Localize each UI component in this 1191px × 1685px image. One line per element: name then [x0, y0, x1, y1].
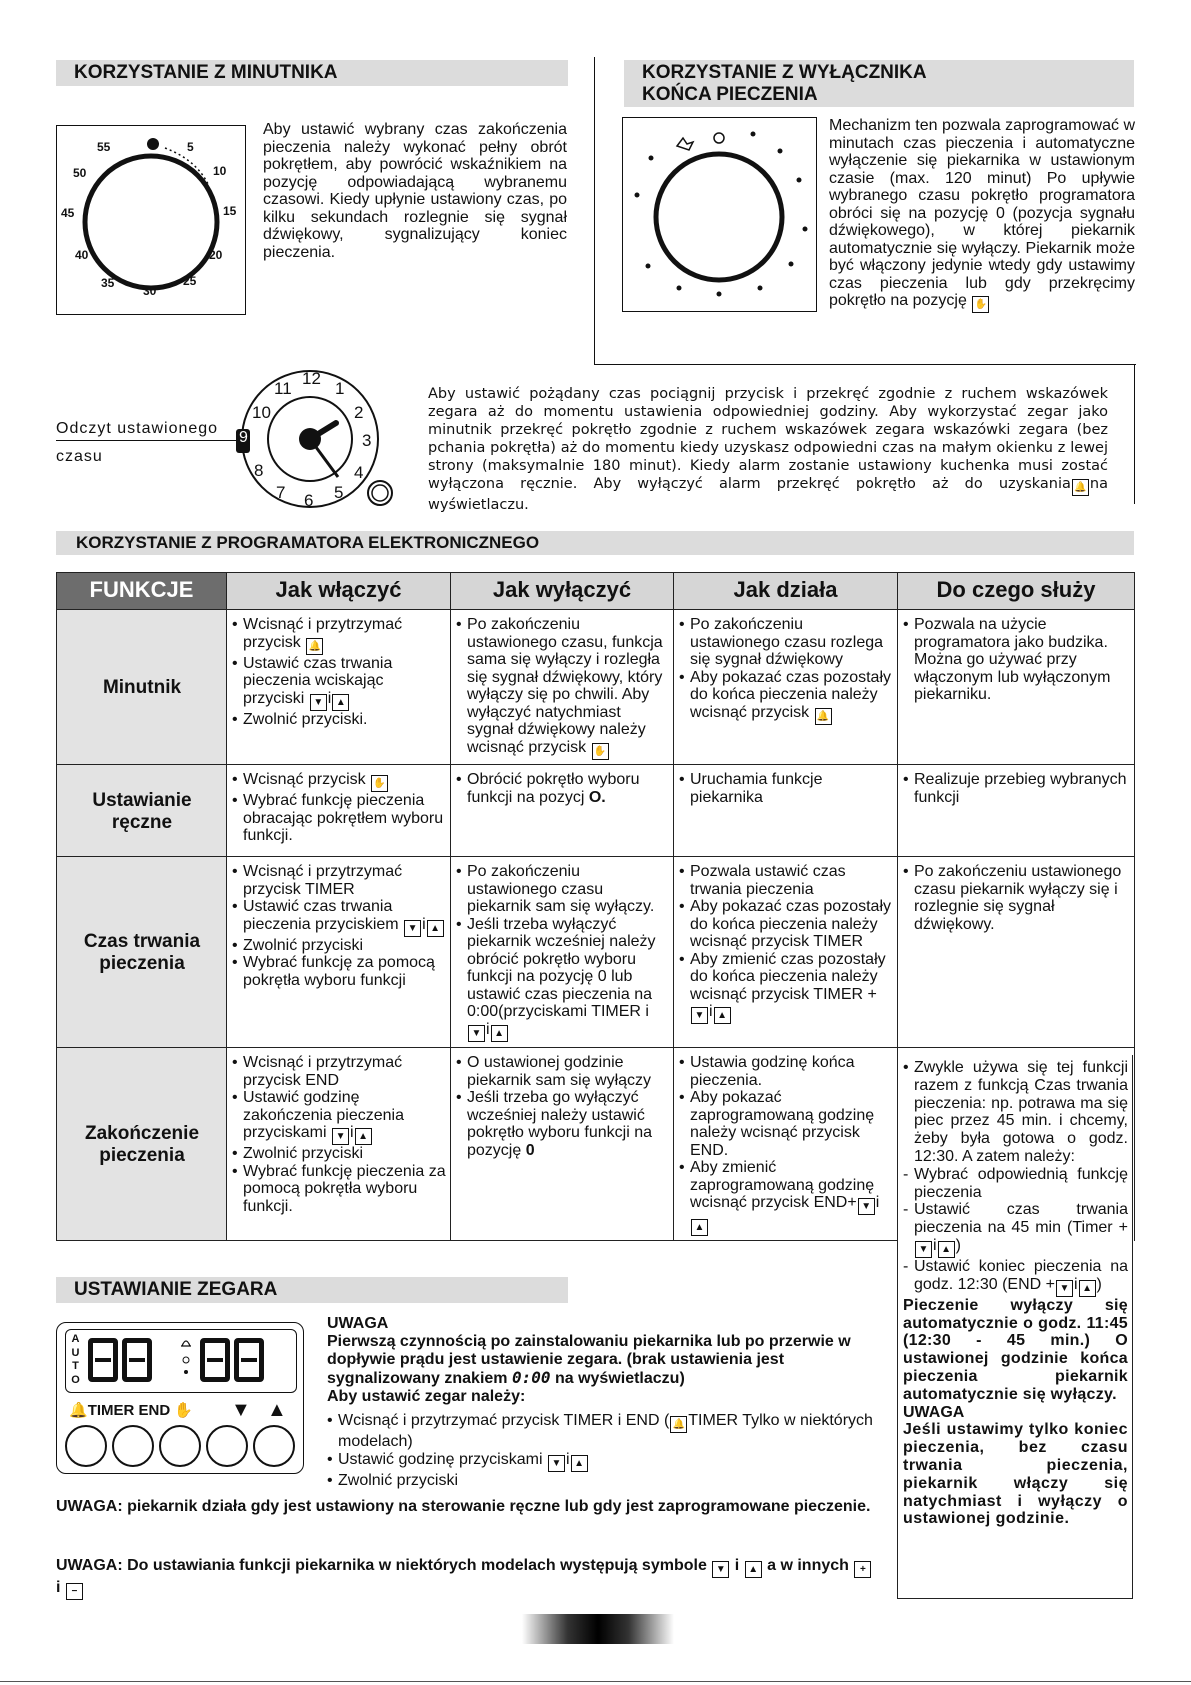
programator-heading: KORZYSTANIE Z PROGRAMATORA ELEKTRONICZNEGO: [56, 531, 1134, 555]
hand-icon: ✋: [592, 743, 609, 760]
item-text: Ustawić czas trwania pieczenia na 45 min (Timer +: [914, 1201, 1128, 1237]
sluzy-intro: • Zwykle używa się tej funkcji razem z funkcją Czas trwania pieczenia: np. potrawa ma się piec przez 45 min. i chcemy, żeby była gotowa o godz. 12:30. A zatem należy:: [903, 1059, 1128, 1165]
zegar-uwaga-title: UWAGA: [327, 1315, 389, 1332]
clock-text-end: na wyświetlaczu.: [428, 476, 1108, 513]
list-item: [327, 1451, 877, 1472]
list-item: [456, 616, 669, 760]
zegar-heading: USTAWIANIE ZEGARA: [56, 1277, 568, 1303]
row-label-line2: pieczenia: [99, 1145, 185, 1166]
clock-num-10: 10: [252, 403, 271, 422]
list-item: • Uruchamia funkcje piekarnika: [679, 771, 893, 806]
dial-label-30: 30: [143, 284, 157, 298]
sluzy-uwaga-text: Jeśli ustawimy tylko koniec pieczenia, bez czasu trwania pieczenia, piekarnik włączy się natychmiast i wyłączy o ustawionej godzinie.: [903, 1421, 1128, 1528]
clock-num-11: 11: [274, 379, 292, 398]
list-item: [456, 916, 669, 1042]
list-item: • Po zakończeniu ustawionego czasu rozlega się sygnał dźwiękowy: [679, 616, 893, 669]
col-header-funkcje: FUNKCJE: [57, 573, 227, 610]
item-text: Wcisnąć i przytrzymać przycisk: [243, 616, 403, 651]
clock-num-4: 4: [354, 463, 364, 482]
page-tab-decoration: [522, 1614, 674, 1644]
table-row-ustawianie-reczne: [57, 765, 1135, 857]
auto-letter: T: [72, 1360, 79, 1372]
list-item: [679, 1159, 893, 1236]
clock-num-8: 8: [254, 461, 264, 480]
cell-reczne-wylaczyc: [451, 765, 674, 857]
down-arrow-icon: ▼: [1056, 1280, 1073, 1297]
list-item: - Ustawić czas trwania pieczenia na 45 min (Timer +▼ i ▲ ): [903, 1201, 1128, 1258]
clock-num-2: 2: [354, 403, 364, 422]
down-arrow-icon: ▼: [858, 1198, 875, 1215]
dial-label-10: 10: [213, 164, 227, 178]
manual-button[interactable]: [159, 1425, 201, 1467]
down-arrow-icon: ▼: [404, 920, 421, 937]
list-item: [679, 669, 893, 725]
and-text: i: [709, 1003, 713, 1020]
zegar-steps: [327, 1412, 877, 1490]
dial-label-40: 40: [75, 248, 89, 262]
row-label-line2: pieczenia: [99, 953, 185, 974]
col-header-jak-dziala: Jak działa: [674, 573, 898, 610]
row-label-line1: Zakończenie: [84, 1123, 200, 1144]
dial-label-50: 50: [73, 166, 87, 180]
cell-czas-sluzy: [898, 857, 1135, 1048]
up-arrow-icon: ▲: [1079, 1280, 1096, 1297]
hand-icon: ✋: [972, 296, 989, 313]
down-arrow-icon: ▼: [468, 1025, 485, 1042]
wylacznik-heading-line2: KOŃCA PIECZENIA: [642, 84, 818, 105]
row-label-line1: Ustawianie: [92, 789, 192, 811]
dial-label-20: 20: [209, 248, 223, 262]
list-item: [232, 771, 446, 792]
item-text: Ustawić czas trwania pieczenia wciskając przyciski: [243, 654, 393, 707]
bell-icon: 🔔: [815, 708, 832, 725]
minus-icon: −: [66, 1583, 83, 1600]
sluzy-bold: Pieczenie wyłączy się automatycznie o godz. 11:45 (12:30 - 45 min.) O ustawionej godzinie końca pieczenia piekarnik automatycznie się wyłączy.: [903, 1296, 1128, 1403]
and-text: i: [933, 1236, 937, 1254]
dial-label-5: 5: [187, 140, 194, 154]
down-arrow-icon: ▼: [691, 1007, 708, 1024]
item-bold: O.: [588, 788, 606, 806]
list-item: • Realizuje przebieg wybranych funkcji: [903, 771, 1130, 806]
and-text: i: [486, 1020, 490, 1038]
clock-num-7: 7: [276, 483, 286, 502]
list-item: • Pozwala na użycie programatora jako budzika. Można go używać przy włączonym lub wyłączonym piekarniku.: [903, 616, 1130, 704]
item-text: Jeśli trzeba go wyłączyć wcześniej należy ustawić pokrętło wyboru funkcji na pozycję: [467, 1089, 652, 1159]
list-item: • Wcisnąć i przytrzymać przycisk END: [232, 1054, 446, 1089]
list-item: - Wybrać odpowiednią funkcję pieczenia: [903, 1166, 1128, 1202]
up-arrow-icon: ▲: [691, 1219, 708, 1236]
analog-clock-figure: [236, 365, 396, 515]
item-text: Ustawić godzinę przyciskami: [338, 1451, 543, 1468]
wylacznik-heading-line1: KORZYSTANIE Z WYŁĄCZNIKA: [642, 62, 927, 83]
note-2-text-b: a w innych: [767, 1557, 849, 1574]
and-text: i: [875, 1194, 880, 1211]
auto-indicator: [69, 1333, 82, 1387]
divider-horizontal: [594, 364, 1136, 365]
list-item: • Zwolnić przyciski: [327, 1472, 877, 1490]
clock-text: [428, 385, 1108, 514]
note-1: UWAGA: piekarnik działa gdy jest ustawiony na sterowanie ręczne lub gdy jest zaprogramowane pieczenie.: [56, 1498, 871, 1515]
cell-minutnik-wlaczyc: [227, 610, 451, 765]
list-item: - Ustawić koniec pieczenia na godz. 12:30 (END + ▼ i ▲ ): [903, 1258, 1128, 1297]
note-2-text: UWAGA: Do ustawiania funkcji piekarnika w niektórych modelach występują symbole: [56, 1557, 707, 1574]
col-header-jak-wylaczyc: Jak wyłączyć: [451, 573, 674, 610]
item-text: Wcisnąć przycisk: [243, 771, 366, 788]
cell-minutnik-sluzy: [898, 610, 1135, 765]
timer-button[interactable]: [65, 1425, 107, 1467]
dial-label-15: 15: [223, 204, 237, 218]
display-digits-right: [200, 1338, 268, 1387]
end-button[interactable]: [112, 1425, 154, 1467]
row-label-line2: ręczne: [111, 811, 173, 833]
wylacznik-dial-figure: [622, 117, 817, 312]
item-text: Ustawić godzinę zakończenia pieczenia przyciskami: [243, 1089, 404, 1141]
list-item: [232, 1089, 446, 1145]
up-arrow-icon: ▲: [938, 1241, 955, 1258]
timer-label: TIMER: [87, 1402, 135, 1419]
up-arrow-icon: ▲: [267, 1399, 287, 1421]
row-label-czas-trwania: [57, 857, 227, 1048]
list-item: • Zwolnić przyciski.: [232, 711, 446, 729]
cell-minutnik-wylaczyc: [451, 610, 674, 765]
down-arrow-icon: ▼: [332, 1128, 349, 1145]
list-item: • Zwolnić przyciski: [232, 937, 446, 955]
and-text: i: [422, 915, 426, 933]
item-text: Aby pokazać czas pozostały do końca pieczenia należy wcisnąć przycisk: [690, 668, 891, 721]
control-panel-figure: [56, 1322, 304, 1474]
clock-num-5: 5: [334, 483, 344, 502]
cell-zakonczenie-wylaczyc: [451, 1048, 674, 1241]
down-arrow-icon: ▼: [231, 1399, 251, 1421]
cell-czas-wylaczyc: [451, 857, 674, 1048]
panel-labels: [69, 1401, 193, 1419]
dial-label-25: 25: [183, 274, 197, 288]
up-arrow-icon: ▲: [491, 1025, 508, 1042]
list-item: [232, 655, 446, 711]
item-text: Po zakończeniu ustawionego czasu, funkcja sama się wyłączy i rozległa się sygnał dźwiękowy, który wyłączy się po chwili. Aby wyłączyć natychmiast sygnał dźwiękowy należy wcisnąć przycisk: [467, 616, 663, 756]
list-item: [232, 898, 446, 937]
and-text: i: [327, 689, 332, 707]
sluzy-uwaga-head: UWAGA: [903, 1403, 965, 1421]
note-2: [56, 1556, 876, 1600]
item-text: Aby zmienić zaprogramowaną godzinę wcisnąć przycisk END+: [690, 1159, 875, 1211]
clock-label-line1: Odczyt ustawionego: [56, 420, 219, 437]
hand-icon: ✋: [174, 1402, 194, 1419]
col-header-do-czego-sluzy: Do czego służy: [898, 573, 1135, 610]
cell-czas-wlaczyc: [227, 857, 451, 1048]
up-arrow-icon: ▲: [714, 1007, 731, 1024]
display-digits-left: [88, 1338, 156, 1387]
up-arrow-icon: ▲: [332, 694, 349, 711]
and-text: i: [1073, 1275, 1078, 1293]
table-row-czas-trwania: [57, 857, 1135, 1048]
wylacznik-text-body: Mechanizm ten pozwala zaprogramować w minutach czas pieczenia i automatyczne wyłączenie się piekarnika w ustawionym czasie (max. 120 minut) Po upływie wybranego czasu pokrętło programatora obróci się na pozycję 0 (pozycja sygnału dźwiękowego), w której piekarnik automatycznie się wyłączy. Piekarnik może być włączony jedynie wtedy gdy ustawimy czas pieczenia lub gdy przekręcimy pokrętło na pozycję: [829, 117, 1135, 309]
zegar-uwaga-bold: [327, 1333, 877, 1388]
list-item: • Po zakończeniu ustawionego czasu piekarnik wyłączy się i rozlegnie się sygnał dźwiękowy.: [903, 863, 1130, 933]
plus-icon: +: [854, 1561, 871, 1578]
cell-zakonczenie-wlaczyc: [227, 1048, 451, 1241]
item-text: Ustawić czas trwania pieczenia przyciskiem: [243, 898, 399, 933]
table-header-row: [57, 573, 1135, 610]
page-bottom-rule: [0, 1681, 1191, 1682]
list-item: • Zwolnić przyciski: [232, 1145, 446, 1163]
clock-text-body: Aby ustawić pożądany czas pociągnij przycisk i przekręć zgodnie z ruchem wskazówek zegara aż do momentu ustawienia odpowiedniej godziny. Aby wykorzystać zegar jako minutnik przekręć pokrętło zgodnie z ruchem wskazówek zegara wskazówki zegara (bez pchania pokrętła) aż do momentu kiedy uzyskasz odpowiedni czas na małym okienku z lewej strony (maksymalnie 180 minut). Kiedy alarm zostanie ustawiony kuchenka musi zostać wyłączona ręcznie. Aby wyłączyć alarm przekręć pokrętło aż do uzyskania: [428, 386, 1108, 492]
list-item: • Ustawia godzinę końca pieczenia.: [679, 1054, 893, 1089]
item-text-end: TIMER Tylko w niektórych modelach): [338, 1412, 873, 1450]
clock-num-12: 12: [302, 369, 321, 388]
item-bold: 0: [525, 1141, 535, 1159]
wylacznik-text: [829, 117, 1135, 313]
up-arrow-icon: ▲: [745, 1561, 762, 1578]
and-text: i: [565, 1451, 570, 1468]
up-button[interactable]: [253, 1425, 295, 1467]
list-item: • Wybrać funkcję za pomocą pokrętła wyboru funkcji: [232, 954, 446, 989]
down-arrow-icon: ▼: [915, 1241, 932, 1258]
sluzy-intro-text: Zwykle używa się tej funkcji razem z funkcją Czas trwania pieczenia: np. potrawa ma się piec przez 45 min. i chcemy, żeby była gotowa o godz. 12:30. A zatem należy:: [914, 1059, 1128, 1165]
bell-icon: 🔔: [69, 1402, 88, 1419]
list-item: • O ustawionej godzinie piekarnik sam się wyłączy: [456, 1054, 669, 1089]
cell-reczne-sluzy: [898, 765, 1135, 857]
row-label-ustawianie-reczne: [57, 765, 227, 857]
row-label-line1: Czas trwania: [83, 931, 201, 952]
wylacznik-heading: [624, 60, 1134, 107]
dial-label-55: 55: [97, 140, 111, 154]
cell-czas-dziala: [674, 857, 898, 1048]
cell-reczne-dziala: [674, 765, 898, 857]
list-item: • Wcisnąć i przytrzymać przycisk TIMER: [232, 863, 446, 898]
bell-icon: 🔔: [306, 638, 323, 655]
minutnik-dial-figure: [56, 125, 246, 315]
auto-letter: O: [71, 1373, 80, 1386]
col-header-jak-wlaczyc: Jak włączyć: [227, 573, 451, 610]
row-label-zakonczenie: [57, 1048, 227, 1241]
divider-right: [1134, 364, 1135, 504]
auto-letter: U: [71, 1346, 80, 1359]
list-item: [232, 616, 446, 655]
row-label-minutnik: Minutnik: [57, 610, 227, 765]
down-arrow-icon: ▼: [548, 1455, 565, 1472]
dial-label-35: 35: [101, 276, 115, 290]
zegar-instructions: [327, 1315, 877, 1490]
table-row-minutnik: [57, 610, 1135, 765]
clock-num-1: 1: [335, 379, 345, 398]
up-arrow-icon: ▲: [427, 920, 444, 937]
end-label: END: [138, 1402, 171, 1419]
up-arrow-icon: ▲: [571, 1455, 588, 1472]
list-item: [456, 1089, 669, 1159]
cell-zakonczenie-dziala: [674, 1048, 898, 1241]
zakonczenie-usage-box: [897, 1055, 1133, 1599]
up-arrow-icon: ▲: [355, 1128, 372, 1145]
item-text: Ustawić koniec pieczenia na godz. 12:30 (END +: [914, 1257, 1128, 1293]
zegar-uwaga-text: Pierwszą czynnością po zainstalowaniu piekarnika lub po przerwie w dopływie prądu jest ustawienie zegara. (brak ustawienia jest sygnalizowany znakiem: [327, 1333, 851, 1387]
divider-vertical: [594, 57, 595, 365]
wylacznik-zero: [713, 122, 714, 123]
item-text: Obrócić pokrętło wyboru funkcji na pozycj: [467, 771, 640, 806]
hand-icon: ✋: [371, 775, 388, 792]
item-text: Jeśli trzeba wyłączyć piekarnik wcześniej należy obrócić pokrętło wyboru funkcji na pozycję 0 lub ustawić czas pieczenia na 0:00(przyciskami TIMER i: [467, 915, 656, 1020]
down-button[interactable]: [206, 1425, 248, 1467]
clock-num-6: 6: [304, 491, 314, 510]
bell-icon: 🔔: [670, 1416, 687, 1433]
item-text: Aby zmienić czas pozostały do końca pieczenia należy wcisnąć przycisk TIMER +: [690, 950, 886, 1003]
list-item: • Wybrać funkcję pieczenia za pomocą pokrętła wyboru funkcji.: [232, 1163, 446, 1216]
down-arrow-icon: ▼: [310, 694, 327, 711]
cell-minutnik-dziala: [674, 610, 898, 765]
display-indicators: [180, 1336, 192, 1386]
list-item: • Po zakończeniu ustawionego czasu piekarnik sam się wyłączy.: [456, 863, 669, 916]
cell-reczne-wlaczyc: [227, 765, 451, 857]
zegar-uwaga-end: na wyświetlaczu): [554, 1370, 685, 1387]
clock-num-3: 3: [362, 431, 372, 450]
and-text: i: [350, 1124, 354, 1141]
zegar-steps-title: Aby ustawić zegar należy:: [327, 1388, 526, 1405]
list-item: [456, 771, 669, 806]
list-item: • Wybrać funkcję pieczenia obracając pokrętłem wyboru funkcji.: [232, 792, 446, 845]
list-item: • Pozwala ustawić czas trwania pieczenia: [679, 863, 893, 898]
dial-label-45: 45: [61, 206, 75, 220]
item-text: Wcisnąć i przytrzymać przycisk TIMER i END (: [338, 1412, 670, 1429]
down-arrow-icon: ▼: [712, 1561, 729, 1578]
list-item: [327, 1412, 877, 1451]
clock-window-value: 9: [239, 429, 248, 446]
display-window: [65, 1329, 297, 1393]
minutnik-heading: KORZYSTANIE Z MINUTNIKA: [56, 60, 568, 86]
list-item: [679, 951, 893, 1025]
clock-label-line2: czasu: [56, 448, 103, 465]
and-text: i: [56, 1579, 61, 1596]
clock-label-rule: [56, 440, 242, 441]
minutnik-text: Aby ustawić wybrany czas zakończenia pieczenia należy wykonać pełny obrót pokrętłem, aby powrócić wskaźnikiem na pozycję odpowiadającą wybranemu czasowi. Kiedy upłynie ustawiony czas, po kilku sekundach rozlegnie się sygnał dźwiękowy, sygnalizujący koniec pieczenia.: [263, 121, 567, 261]
list-item: • Aby pokazać czas pozostały do końca pieczenia należy wcisnąć przycisk TIMER: [679, 898, 893, 951]
display-code: 0:00: [511, 1368, 551, 1387]
list-item: • Aby pokazać zaprogramowaną godzinę należy wcisnąć przycisk END.: [679, 1089, 893, 1159]
auto-letter: A: [71, 1333, 80, 1345]
bell-icon: 🔔: [1072, 479, 1089, 496]
and-text: i: [734, 1557, 740, 1574]
